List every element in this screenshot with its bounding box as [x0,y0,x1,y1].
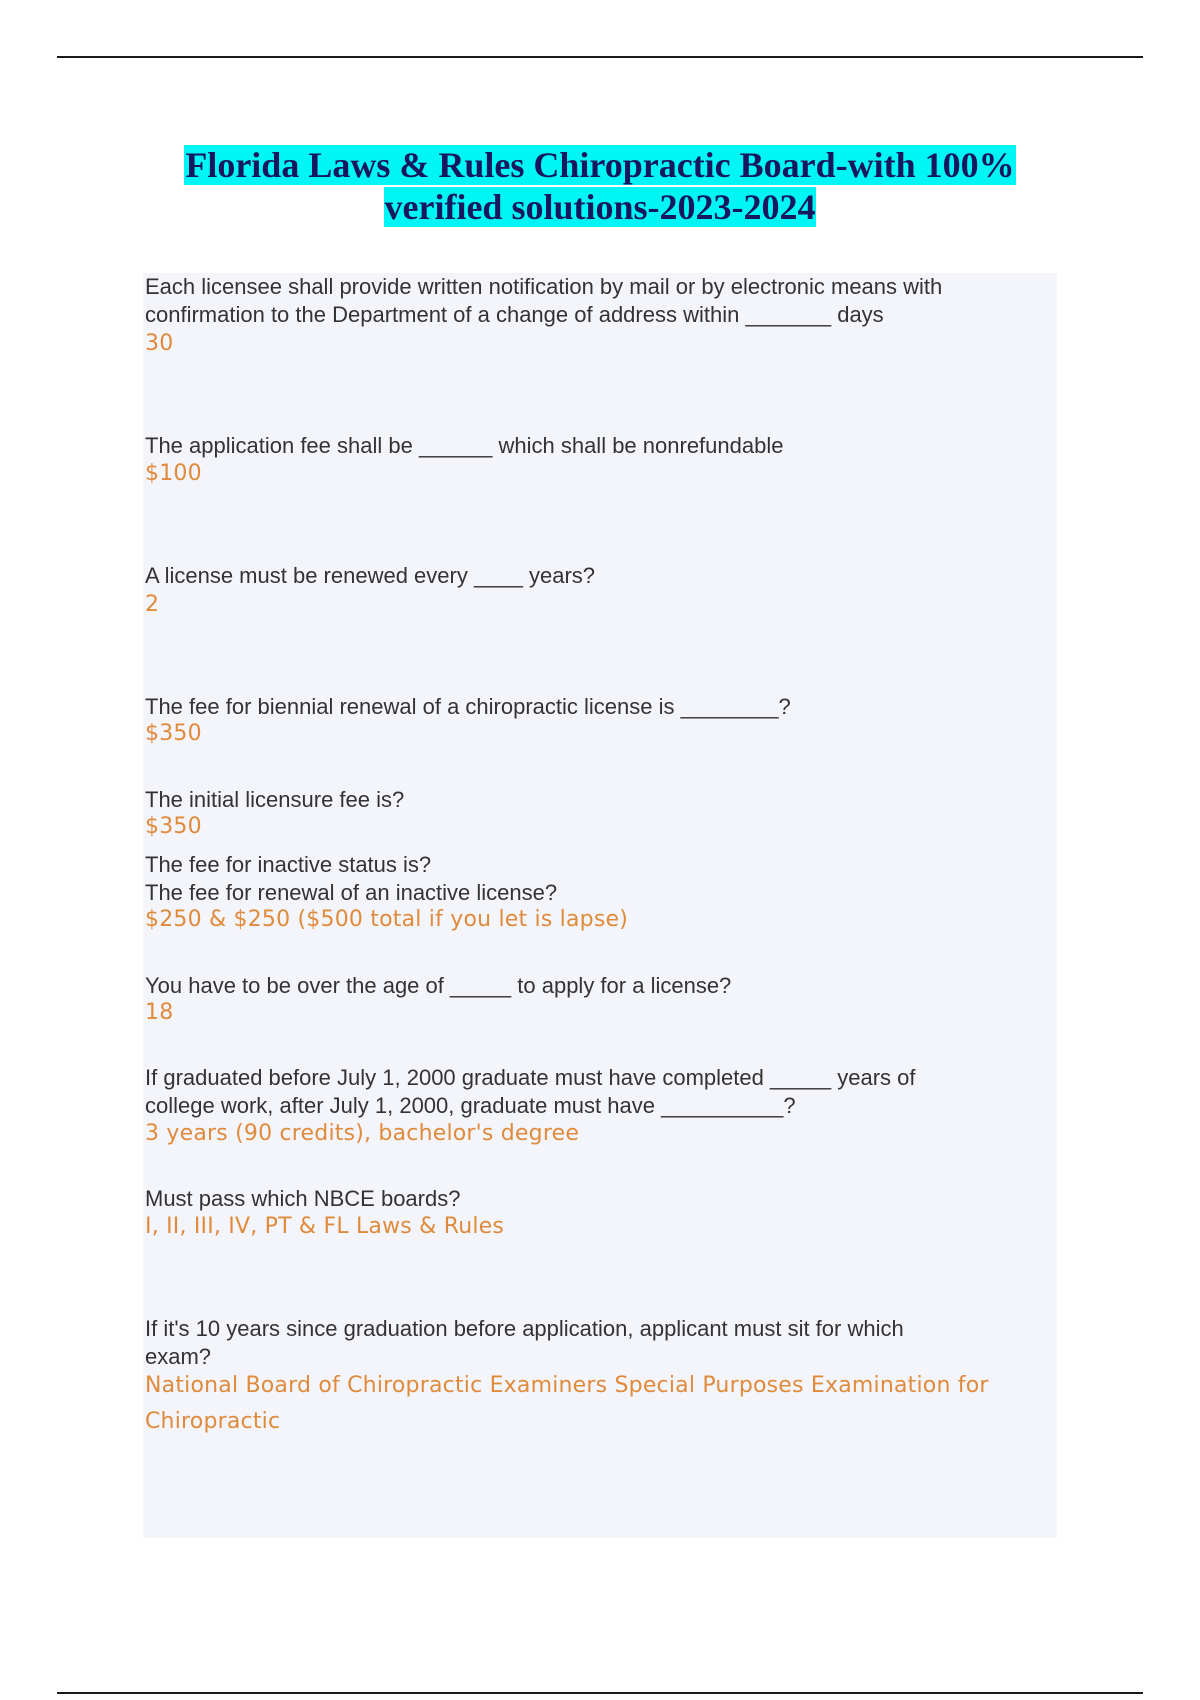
question-10-line-2: exam? [145,1344,212,1369]
question-8 [145,1064,1045,1120]
answer-3: 2 [145,592,160,617]
title-line-1: Florida Laws & Rules Chiropractic Board-with 100% [185,145,1015,185]
question-1-line-1: Each licensee shall provide written notification by mail or by electronic means with [145,274,943,299]
answer-4: $350 [145,721,202,746]
question-3: A license must be renewed every ____ years? [145,563,596,588]
answer-1: 30 [145,331,174,356]
question-8-line-2: college work, after July 1, 2000, graduate must have __________? [145,1093,796,1118]
answer-10-line-2: Chiropractic [145,1409,281,1434]
answer-7: 18 [145,1000,174,1025]
answer-10 [145,1368,1045,1440]
question-1 [145,273,1045,329]
question-6-line-2: The fee for renewal of an inactive license? [145,880,558,905]
answer-8: 3 years (90 credits), bachelor's degree [145,1121,580,1146]
answer-10-line-1: National Board of Chiropractic Examiners Special Purposes Examination for [145,1373,989,1398]
answer-6: $250 & $250 ($500 total if you let is lapse) [145,907,629,932]
question-8-line-1: If graduated before July 1, 2000 graduate must have completed _____ years of [145,1065,916,1090]
question-1-line-2: confirmation to the Department of a change of address within _______ days [145,302,884,327]
top-rule [57,56,1143,58]
question-2: The application fee shall be ______ which shall be nonrefundable [145,433,784,458]
question-6 [145,851,1045,907]
question-9: Must pass which NBCE boards? [145,1186,461,1211]
question-4: The fee for biennial renewal of a chiropractic license is ________? [145,694,791,719]
title-line-2: verified solutions-2023-2024 [384,187,816,227]
question-6-line-1: The fee for inactive status is? [145,852,432,877]
answer-2: $100 [145,461,202,486]
answer-9: I, II, III, IV, PT & FL Laws & Rules [145,1214,505,1239]
question-10-line-1: If it's 10 years since graduation before application, applicant must sit for which [145,1316,904,1341]
question-10 [145,1315,1045,1371]
question-5: The initial licensure fee is? [145,787,405,812]
document-title [0,144,1200,228]
question-7: You have to be over the age of _____ to apply for a license? [145,973,732,998]
bottom-rule [57,1692,1143,1694]
answer-5: $350 [145,814,202,839]
